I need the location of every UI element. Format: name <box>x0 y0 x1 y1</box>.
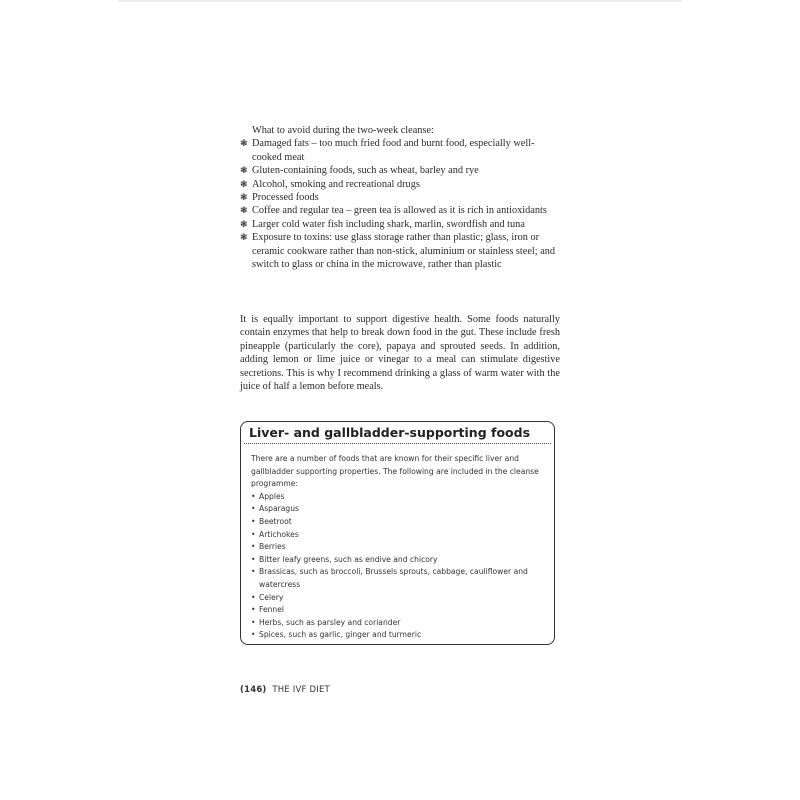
list-item <box>251 491 549 504</box>
list-item-text: Alcohol, smoking and recreational drugs <box>252 178 420 190</box>
bullet-icon: • <box>251 516 256 526</box>
list-item-text: Damaged fats – too much fried food and burnt food, especially well-cooked meat <box>252 138 535 163</box>
list-item-text: Brassicas, such as broccoli, Brussels sprouts, cabbage, cauliflower and watercress <box>259 567 528 589</box>
flower-bullet-icon: ❃ <box>240 138 248 149</box>
liver-foods-box <box>240 421 555 645</box>
avoid-section <box>240 124 560 271</box>
list-item <box>251 554 549 567</box>
list-item <box>251 516 549 529</box>
list-item <box>251 541 549 554</box>
bullet-icon: • <box>251 630 256 640</box>
list-item <box>240 164 560 177</box>
list-item <box>251 503 549 516</box>
page-number: (146) <box>240 685 267 695</box>
dotted-divider <box>244 443 551 444</box>
avoid-list <box>240 137 560 271</box>
list-item-text: Herbs, such as parsley and coriander <box>259 617 401 627</box>
top-divider <box>118 0 682 2</box>
avoid-heading: What to avoid during the two-week cleanse: <box>252 125 434 136</box>
bullet-icon: • <box>251 542 256 552</box>
flower-bullet-icon: ❃ <box>240 218 248 229</box>
flower-bullet-icon: ❃ <box>240 178 248 189</box>
box-body <box>251 453 549 642</box>
list-item-text: Gluten-containing foods, such as wheat, barley and rye <box>252 165 479 177</box>
bullet-icon: • <box>251 554 256 564</box>
bullet-icon: • <box>251 605 256 615</box>
list-item <box>240 178 560 191</box>
list-item <box>251 604 549 617</box>
flower-bullet-icon: ❃ <box>240 232 248 243</box>
list-item <box>251 617 549 630</box>
bullet-icon: • <box>251 491 256 501</box>
list-item-text: Processed foods <box>252 192 319 204</box>
list-item <box>240 191 560 204</box>
list-item-text: Berries <box>259 542 286 552</box>
list-item <box>251 592 549 605</box>
list-item-text: Artichokes <box>259 529 299 539</box>
running-title: THE IVF DIET <box>272 685 330 695</box>
list-item <box>240 218 560 231</box>
box-intro: There are a number of foods that are known for their specific liver and gallbladder supporting properties. The following are included in the cleanse programme: <box>251 454 539 489</box>
flower-bullet-icon: ❃ <box>240 205 248 216</box>
digestive-health-paragraph: It is equally important to support digestive health. Some foods naturally contain enzymes that help to break down food in the gut. These include fresh pineapple (particularly the core), papaya and sprouted seeds. In addition, adding lemon or lime juice or vinegar to a meal can stimulate digestive secretions. This is why I recommend drinking a glass of warm water with the juice of half a lemon before meals. <box>240 314 560 393</box>
bullet-icon: • <box>251 592 256 602</box>
list-item <box>240 204 560 217</box>
bullet-icon: • <box>251 567 256 577</box>
list-item-text: Asparagus <box>259 504 299 514</box>
list-item <box>251 629 549 642</box>
bullet-icon: • <box>251 529 256 539</box>
list-item-text: Larger cold water fish including shark, marlin, swordfish and tuna <box>252 218 525 230</box>
list-item <box>251 529 549 542</box>
bullet-icon: • <box>251 617 256 627</box>
list-item <box>240 137 560 164</box>
list-item-text: Beetroot <box>259 516 292 526</box>
list-item-text: Celery <box>259 592 284 602</box>
flower-bullet-icon: ❃ <box>240 165 248 176</box>
list-item-text: Exposure to toxins: use glass storage rather than plastic; glass, iron or ceramic cookware rather than non-stick, aluminium or stainless steel; and switch to glass or china in the microwave, rather than plastic <box>252 232 556 271</box>
list-item-text: Coffee and regular tea – green tea is allowed as it is rich in antioxidants <box>252 205 547 217</box>
bullet-icon: • <box>251 504 256 514</box>
list-item-text: Apples <box>259 491 285 501</box>
list-item-text: Bitter leafy greens, such as endive and chicory <box>259 554 438 564</box>
flower-bullet-icon: ❃ <box>240 192 248 203</box>
list-item <box>240 231 560 271</box>
list-item-text: Spices, such as garlic, ginger and turmeric <box>259 630 422 640</box>
list-item <box>251 566 549 591</box>
box-title: Liver- and gallbladder-supporting foods <box>249 425 531 440</box>
food-list <box>251 491 549 642</box>
page-footer <box>240 685 330 695</box>
list-item-text: Fennel <box>259 605 285 615</box>
